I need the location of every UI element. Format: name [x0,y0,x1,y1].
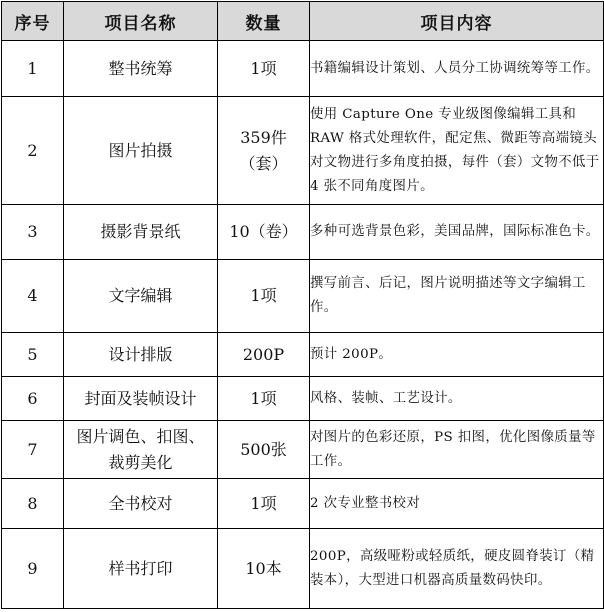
row-desc: 200P，高级哑粉或轻质纸，硬皮圆脊装订（精装本），大型进口机器高质量数码快印。 [310,529,604,609]
header-name: 项目名称 [64,2,218,41]
name-text: 图片调色、扣图、裁剪美化 [76,426,205,472]
row-desc: 撰写前言、后记，图片说明描述等文字编辑工作。 [310,260,604,333]
row-desc: 2 次专业整书校对 [310,479,604,529]
row-name: 图片拍摄 [64,97,218,205]
row-qty: 1项 [218,479,310,529]
row-name: 样书打印 [64,529,218,609]
table-row [2,377,604,421]
row-name: 摄影背景纸 [64,205,218,260]
row-name: 整书统筹 [64,41,218,97]
row-seq: 2 [2,97,64,205]
table-row [2,529,604,609]
header-row [2,2,604,41]
header-qty: 数量 [218,2,310,41]
row-qty: 200P [218,333,310,377]
row-name: 文字编辑 [64,260,218,333]
row-qty: 10本 [218,529,310,609]
row-desc: 风格、装帧、工艺设计。 [310,377,604,421]
row-seq: 8 [2,479,64,529]
row-name: 封面及装帧设计 [64,377,218,421]
row-desc: 多种可选背景色彩，美国品牌，国际标准色卡。 [310,205,604,260]
row-qty: 1项 [218,377,310,421]
row-qty: 500张 [218,421,310,479]
row-desc: 预计 200P。 [310,333,604,377]
row-desc: 使用 Capture One 专业级图像编辑工具和 RAW 格式处理软件，配定焦、微距等高端镜头对文物进行多角度拍摄，每件（套）文物不低于 4 张不同角度图片。 [310,97,604,205]
table-row [2,479,604,529]
row-qty: 10（卷） [218,205,310,260]
qty-text: 359件（套） [239,127,288,173]
row-seq: 7 [2,421,64,479]
row-desc: 书籍编辑设计策划、人员分工协调统筹等工作。 [310,41,604,97]
row-seq: 5 [2,333,64,377]
header-desc: 项目内容 [310,2,604,41]
row-name [64,421,218,479]
table-row [2,333,604,377]
table-row [2,260,604,333]
row-seq: 1 [2,41,64,97]
project-table [1,1,604,609]
row-name: 全书校对 [64,479,218,529]
row-seq: 6 [2,377,64,421]
row-qty [218,97,310,205]
row-qty: 1项 [218,41,310,97]
table-row [2,97,604,205]
row-desc: 对图片的色彩还原，PS 扣图，优化图像质量等工作。 [310,421,604,479]
table-row [2,421,604,479]
row-seq: 4 [2,260,64,333]
table-row [2,205,604,260]
row-name: 设计排版 [64,333,218,377]
row-seq: 3 [2,205,64,260]
row-qty: 1项 [218,260,310,333]
row-seq: 9 [2,529,64,609]
header-seq: 序号 [2,2,64,41]
table-row [2,41,604,97]
